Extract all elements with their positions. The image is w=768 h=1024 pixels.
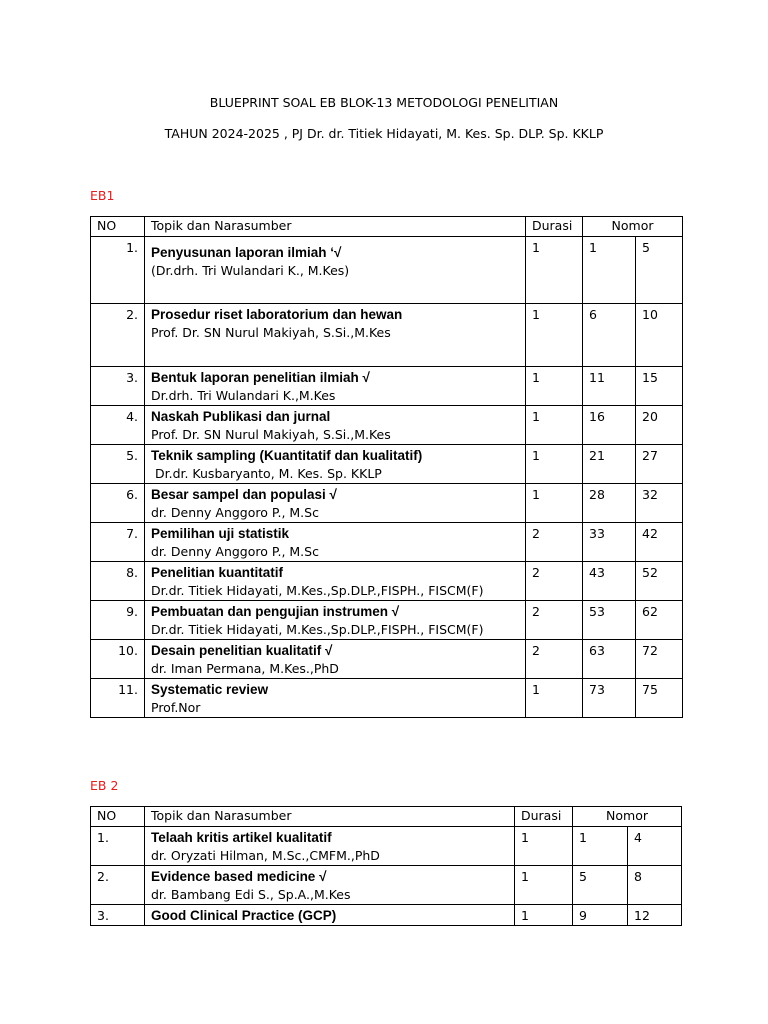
row-topic: Systematic review — [151, 682, 269, 697]
row-topic: Bentuk laporan penelitian ilmiah √ — [151, 370, 370, 385]
row-nomor-from: 43 — [589, 565, 605, 580]
row-durasi: 1 — [532, 487, 540, 502]
row-nomor-from: 21 — [589, 448, 605, 463]
row-speaker: Dr.drh. Tri Wulandari K.,M.Kes — [151, 388, 336, 403]
row-no: 11. — [118, 682, 138, 697]
row-durasi: 1 — [521, 908, 529, 923]
table-row — [91, 827, 682, 866]
row-nomor-from: 53 — [589, 604, 605, 619]
row-nomor-to: 15 — [642, 370, 658, 385]
row-no: 3. — [126, 370, 138, 385]
table-row — [91, 406, 683, 445]
row-speaker: dr. Denny Anggoro P., M.Sc — [151, 505, 319, 520]
header-no: NO — [91, 807, 145, 827]
document-subtitle: TAHUN 2024-2025 , PJ Dr. dr. Titiek Hidayati, M. Kes. Sp. DLP. Sp. KKLP — [164, 126, 604, 141]
row-speaker: dr. Iman Permana, M.Kes.,PhD — [151, 661, 339, 676]
table-row — [91, 679, 683, 718]
row-durasi: 1 — [532, 240, 540, 255]
row-durasi: 1 — [532, 370, 540, 385]
section-label-eb2: EB 2 — [90, 778, 119, 793]
row-speaker: Dr.dr. Titiek Hidayati, M.Kes.,Sp.DLP.,FISPH., FISCM(F) — [151, 622, 484, 637]
row-topic: Evidence based medicine √ — [151, 869, 327, 884]
row-no: 4. — [126, 409, 138, 424]
row-nomor-to: 62 — [642, 604, 658, 619]
eb1-table — [90, 216, 683, 718]
row-nomor-from: 1 — [579, 830, 587, 845]
table-row — [91, 523, 683, 562]
table-row — [91, 640, 683, 679]
row-no: 6. — [126, 487, 138, 502]
header-no: NO — [91, 217, 145, 237]
row-nomor-to: 72 — [642, 643, 658, 658]
row-nomor-to: 4 — [634, 830, 642, 845]
row-no: 2. — [97, 869, 109, 884]
row-nomor-to: 75 — [642, 682, 658, 697]
row-topic: Penyusunan laporan ilmiah ‘√ — [151, 245, 342, 260]
row-speaker: Dr.dr. Kusbaryanto, M. Kes. Sp. KKLP — [151, 466, 382, 481]
row-durasi: 1 — [532, 307, 540, 322]
row-durasi: 2 — [532, 565, 540, 580]
row-topic: Besar sampel dan populasi √ — [151, 487, 337, 502]
row-topic: Desain penelitian kualitatif √ — [151, 643, 333, 658]
table-row — [91, 445, 683, 484]
row-durasi: 1 — [521, 869, 529, 884]
row-nomor-to: 27 — [642, 448, 658, 463]
table-header-row — [91, 217, 683, 237]
row-nomor-from: 28 — [589, 487, 605, 502]
header-topic: Topik dan Narasumber — [145, 807, 515, 827]
row-nomor-to: 8 — [634, 869, 642, 884]
row-speaker: Prof.Nor — [151, 700, 201, 715]
row-nomor-from: 5 — [579, 869, 587, 884]
row-durasi: 1 — [521, 830, 529, 845]
row-topic: Naskah Publikasi dan jurnal — [151, 409, 331, 424]
row-nomor-from: 16 — [589, 409, 605, 424]
row-no: 1. — [97, 830, 109, 845]
header-nomor: Nomor — [583, 217, 683, 237]
eb2-table — [90, 806, 682, 926]
table-row — [91, 237, 683, 304]
header-topic: Topik dan Narasumber — [145, 217, 526, 237]
row-nomor-to: 52 — [642, 565, 658, 580]
header-durasi: Durasi — [515, 807, 573, 827]
table-row — [91, 866, 682, 905]
row-nomor-to: 32 — [642, 487, 658, 502]
row-no: 5. — [126, 448, 138, 463]
row-nomor-from: 63 — [589, 643, 605, 658]
table-row — [91, 367, 683, 406]
table-row — [91, 905, 682, 926]
table-row — [91, 484, 683, 523]
row-durasi: 1 — [532, 682, 540, 697]
row-topic: Pembuatan dan pengujian instrumen √ — [151, 604, 400, 619]
table-header-row — [91, 807, 682, 827]
table-row — [91, 304, 683, 367]
row-durasi: 1 — [532, 409, 540, 424]
header-durasi: Durasi — [526, 217, 583, 237]
row-no: 7. — [126, 526, 138, 541]
row-nomor-from: 33 — [589, 526, 605, 541]
row-nomor-from: 6 — [589, 307, 597, 322]
row-topic: Pemilihan uji statistik — [151, 526, 290, 541]
row-speaker: Prof. Dr. SN Nurul Makiyah, S.Si.,M.Kes — [151, 427, 391, 442]
row-no: 8. — [126, 565, 138, 580]
row-nomor-to: 20 — [642, 409, 658, 424]
row-speaker: dr. Denny Anggoro P., M.Sc — [151, 544, 319, 559]
row-nomor-to: 42 — [642, 526, 658, 541]
row-durasi: 2 — [532, 526, 540, 541]
row-nomor-from: 73 — [589, 682, 605, 697]
row-nomor-to: 12 — [634, 908, 650, 923]
row-durasi: 2 — [532, 604, 540, 619]
table-row — [91, 601, 683, 640]
row-topic: Teknik sampling (Kuantitatif dan kualitatif) — [151, 448, 423, 463]
section-label-eb1: EB1 — [90, 188, 115, 203]
row-speaker: dr. Oryzati Hilman, M.Sc.,CMFM.,PhD — [151, 848, 380, 863]
row-no: 1. — [126, 240, 138, 255]
row-speaker: Dr.dr. Titiek Hidayati, M.Kes.,Sp.DLP.,FISPH., FISCM(F) — [151, 583, 484, 598]
row-no: 10. — [118, 643, 138, 658]
row-durasi: 2 — [532, 643, 540, 658]
table-row — [91, 562, 683, 601]
row-nomor-from: 1 — [589, 240, 597, 255]
row-nomor-from: 9 — [579, 908, 587, 923]
header-nomor: Nomor — [573, 807, 682, 827]
row-no: 3. — [97, 908, 109, 923]
row-nomor-to: 10 — [642, 307, 658, 322]
row-durasi: 1 — [532, 448, 540, 463]
document-title: BLUEPRINT SOAL EB BLOK-13 METODOLOGI PENELITIAN — [209, 95, 559, 110]
row-speaker: (Dr.drh. Tri Wulandari K., M.Kes) — [151, 263, 350, 278]
row-topic: Good Clinical Practice (GCP) — [151, 908, 337, 923]
row-nomor-to: 5 — [642, 240, 650, 255]
row-no: 9. — [126, 604, 138, 619]
row-no: 2. — [126, 307, 138, 322]
row-topic: Telaah kritis artikel kualitatif — [151, 830, 332, 845]
row-topic: Penelitian kuantitatif — [151, 565, 284, 580]
row-topic: Prosedur riset laboratorium dan hewan — [151, 307, 403, 322]
row-speaker: Prof. Dr. SN Nurul Makiyah, S.Si.,M.Kes — [151, 325, 391, 340]
row-nomor-from: 11 — [589, 370, 605, 385]
row-speaker: dr. Bambang Edi S., Sp.A.,M.Kes — [151, 887, 351, 902]
